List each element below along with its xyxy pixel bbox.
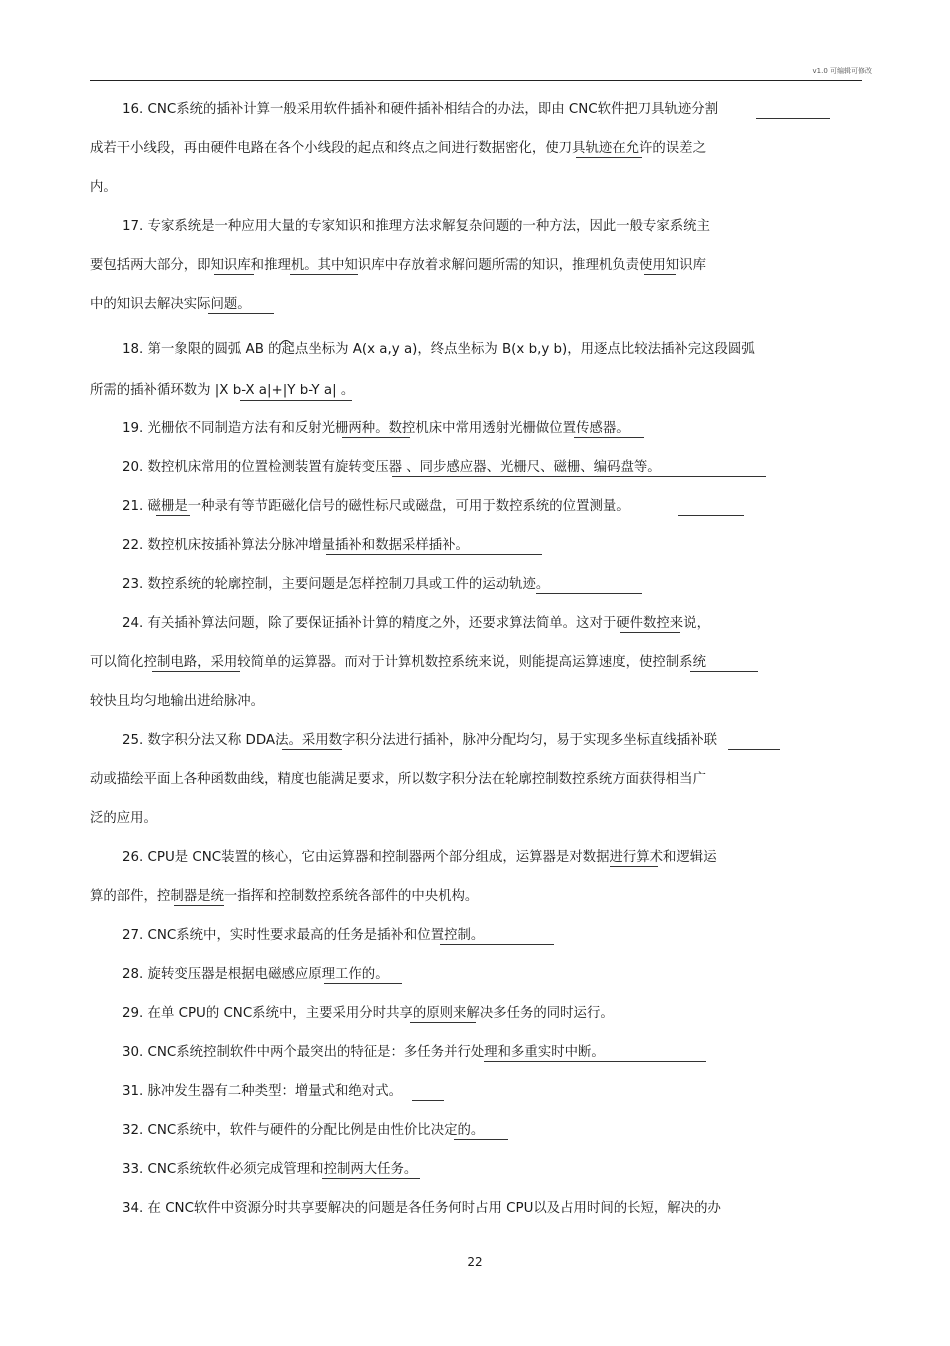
answer-underline <box>326 554 542 555</box>
header-rule <box>90 80 862 81</box>
text-line: 泛的应用。 <box>90 811 157 826</box>
answer-underline <box>728 749 780 750</box>
text-line: 21. 磁栅是一种录有等节距磁化信号的磁性标尺或磁盘，可用于数控系统的位置测量。 <box>122 499 630 514</box>
answer-underline <box>410 1022 476 1023</box>
arc-symbol-icon <box>279 336 293 346</box>
answer-underline <box>290 274 358 275</box>
answer-underline <box>690 671 758 672</box>
answer-underline <box>322 1178 420 1179</box>
text-line: 28. 旋转变压器是根据电磁感应原理工作的。 <box>122 967 389 982</box>
text-line: 29. 在单 CPU的 CNC系统中，主要采用分时共享的原则来解决多任务的同时运行。 <box>122 1006 614 1021</box>
text-line: 25. 数字积分法又称 DDA法。采用数字积分法进行插补，脉冲分配均匀，易于实现多坐标直线插补联 <box>122 733 717 748</box>
answer-underline <box>620 632 680 633</box>
answer-underline <box>678 515 744 516</box>
text-line: 19. 光栅依不同制造方法有和反射光栅两种。数控机床中常用透射光栅做位置传感器。 <box>122 421 630 436</box>
text-line: 成若干小线段，再由硬件电路在各个小线段的起点和终点之间进行数据密化，使刀具轨迹在允许的误差之 <box>90 141 706 156</box>
answer-underline <box>576 157 642 158</box>
answer-underline <box>610 866 658 867</box>
answer-underline <box>240 400 352 401</box>
text-line: 所需的插补循环数为 |X b-X a|+|Y b-Y a| 。 <box>90 383 355 398</box>
answer-underline <box>342 437 410 438</box>
text-line: 32. CNC系统中，软件与硬件的分配比例是由性价比决定的。 <box>122 1123 485 1138</box>
answer-underline <box>208 313 274 314</box>
text-line: 内。 <box>90 180 117 195</box>
text-line: 要包括两大部分，即知识库和推理机。其中知识库中存放着求解问题所需的知识，推理机负责使用知识库 <box>90 258 706 273</box>
answer-underline <box>644 274 676 275</box>
answer-underline <box>574 437 644 438</box>
text-line: 27. CNC系统中，实时性要求最高的任务是插补和位置控制。 <box>122 928 485 943</box>
answer-underline <box>756 118 830 119</box>
answer-underline <box>440 944 554 945</box>
text-line: 算的部件，控制器是统一指挥和控制数控系统各部件的中央机构。 <box>90 889 479 904</box>
text-line: 动或描绘平面上各种函数曲线，精度也能满足要求，所以数字积分法在轮廓控制数控系统方面获得相当广 <box>90 772 706 787</box>
text-line: 26. CPU是 CNC装置的核心，它由运算器和控制器两个部分组成，运算器是对数据进行算术和逻辑运 <box>122 850 717 865</box>
text-line: 16. CNC系统的插补计算一般采用软件插补和硬件插补相结合的办法，即由 CNC软件把刀具轨迹分割 <box>122 102 719 117</box>
text-line: 33. CNC系统软件必须完成管理和控制两大任务。 <box>122 1162 418 1177</box>
answer-underline <box>156 515 190 516</box>
page-number: 22 <box>467 1255 483 1269</box>
answer-underline <box>484 476 766 477</box>
text-line: 18. 第一象限的圆弧 AB 的起点坐标为 A(x a,y a)，终点坐标为 B(x b,y b)，用逐点比较法插补完这段圆弧 <box>122 342 755 357</box>
answer-underline <box>412 1100 444 1101</box>
answer-underline <box>174 905 224 906</box>
answer-underline <box>282 749 342 750</box>
version-label: v1.0 可编辑可修改 <box>812 67 872 75</box>
text-line: 30. CNC系统控制软件中两个最突出的特征是：多任务并行处理和多重实时中断。 <box>122 1045 605 1060</box>
text-line: 24. 有关插补算法问题，除了要保证插补计算的精度之外，还要求算法简单。这对于硬件数控来说， <box>122 616 710 631</box>
answer-underline <box>214 274 254 275</box>
text-line: 20. 数控机床常用的位置检测装置有旋转变压器 、同步感应器、光栅尺、磁栅、编码盘等。 <box>122 460 661 475</box>
answer-underline <box>484 1061 706 1062</box>
answer-underline <box>152 671 240 672</box>
text-line: 34. 在 CNC软件中资源分时共享要解决的问题是各任务何时占用 CPU以及占用时间的长短，解决的办 <box>122 1201 721 1216</box>
text-line: 较快且均匀地输出进给脉冲。 <box>90 694 265 709</box>
text-line: 17. 专家系统是一种应用大量的专家知识和推理方法求解复杂问题的一种方法，因此一般专家系统主 <box>122 219 710 234</box>
answer-underline <box>454 1139 508 1140</box>
text-line: 31. 脉冲发生器有二种类型：增量式和绝对式。 <box>122 1084 402 1099</box>
answer-underline <box>536 593 642 594</box>
text-line: 23. 数控系统的轮廓控制，主要问题是怎样控制刀具或工件的运动轨迹。 <box>122 577 550 592</box>
answer-underline <box>324 983 402 984</box>
text-line: 可以简化控制电路，采用较简单的运算器。而对于计算机数控系统来说，则能提高运算速度，使控制系统 <box>90 655 706 670</box>
text-line: 中的知识去解决实际问题。 <box>90 297 251 312</box>
text-line: 22. 数控机床按插补算法分脉冲增量插补和数据采样插补。 <box>122 538 469 553</box>
